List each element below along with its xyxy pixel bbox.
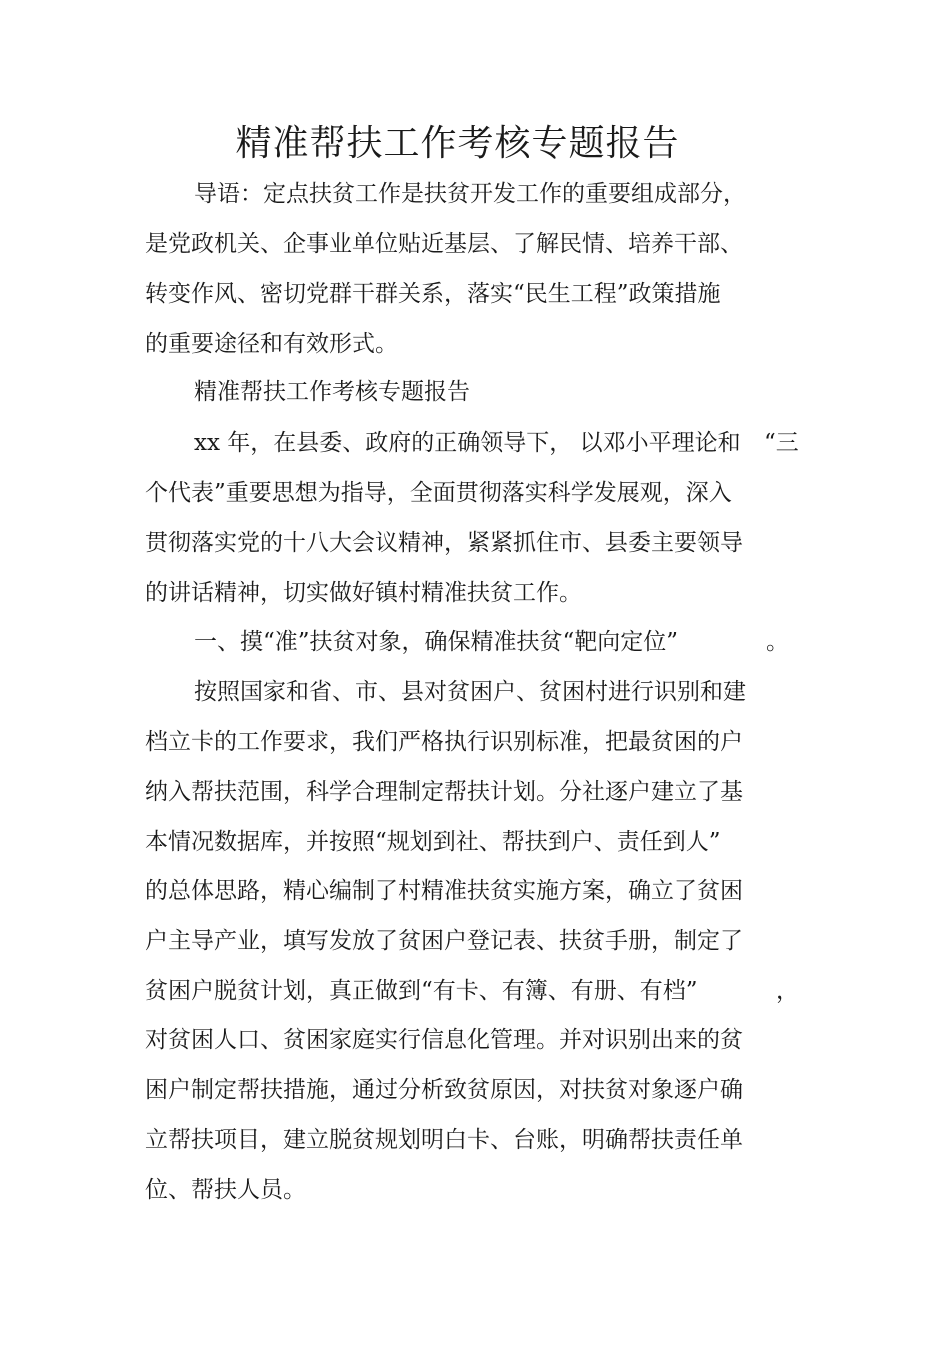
paragraph-2-line-3: 纳入帮扶范围，科学合理制定帮扶计划。分社逐户建立了基 [145, 779, 743, 805]
paragraph-2-line-10: 立帮扶项目，建立脱贫规划明白卡、台账，明确帮扶责任单 [145, 1127, 743, 1153]
paragraph-1-line-1-tail: “三 [764, 430, 799, 456]
subheading: 精准帮扶工作考核专题报告 [194, 379, 470, 405]
section-heading-1-tail: 。 [766, 629, 789, 655]
paragraph-1-line-3: 贯彻落实党的十八大会议精神，紧紧抓住市、县委主要领导 [145, 530, 743, 556]
paragraph-2-line-4: 本情况数据库，并按照“规划到社、帮扶到户、责任到人” [145, 829, 721, 855]
paragraph-2-line-9: 困户制定帮扶措施，通过分析致贫原因，对扶贫对象逐户确 [145, 1077, 743, 1103]
paragraph-2-line-8: 对贫困人口、贫困家庭实行信息化管理。并对识别出来的贫 [145, 1027, 743, 1053]
paragraph-2-line-11: 位、帮扶人员。 [145, 1177, 306, 1203]
intro-line-1: 导语：定点扶贫工作是扶贫开发工作的重要组成部分， [194, 181, 746, 207]
paragraph-1-line-2: 个代表”重要思想为指导，全面贯彻落实科学发展观，深入 [145, 480, 732, 506]
intro-line-4: 的重要途径和有效形式。 [145, 331, 398, 357]
paragraph-2-line-7: 贫困户脱贫计划，真正做到“有卡、有簿、有册、有档” [145, 978, 698, 1004]
paragraph-2-line-6: 户主导产业，填写发放了贫困户登记表、扶贫手册，制定了 [145, 928, 743, 954]
paragraph-1-line-4: 的讲话精神，切实做好镇村精准扶贫工作。 [145, 580, 582, 606]
intro-line-3: 转变作风、密切党群干群关系，落实“民生工程”政策措施 [145, 281, 721, 307]
paragraph-2-line-5: 的总体思路，精心编制了村精准扶贫实施方案，确立了贫困 [145, 878, 743, 904]
paragraph-2-line-1: 按照国家和省、市、县对贫困户、贫困村进行识别和建 [194, 679, 746, 705]
document-title: 精准帮扶工作考核专题报告 [235, 123, 680, 164]
paragraph-1-line-1: xx 年，在县委、政府的正确领导下， 以邓小平理论和 [194, 430, 741, 456]
paragraph-2-line-2: 档立卡的工作要求，我们严格执行识别标准，把最贫困的户 [145, 729, 743, 755]
paragraph-2-line-7-tail: ， [776, 978, 799, 1004]
section-heading-1: 一、摸“准”扶贫对象，确保精准扶贫“靶向定位” [194, 629, 679, 655]
intro-line-2: 是党政机关、企事业单位贴近基层、了解民情、培养干部、 [145, 231, 743, 257]
